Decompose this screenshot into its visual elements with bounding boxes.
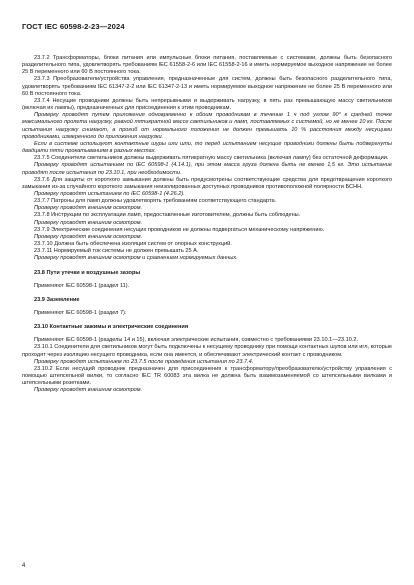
test-note: Если в системе используют контактные шуры или шпи, то перед испытанием несущие проводники должны быть подвергнуты двадцати пяти прокатываниям в разных местах. — [22, 140, 392, 155]
paragraph-23-10: Применяют IEC 60598-1 (разделы 14 и 15), включая электрические испытания, совместно с требованиями 23.10.1—23.10.2. — [34, 337, 359, 344]
section-heading-23-10: 23.10 Контактные зажимы и электрические соединения — [34, 324, 189, 331]
section-heading-23-8: 23.8 Пути утечки и воздушные зазоры — [34, 269, 141, 276]
paragraph-23-7-8: 23.7.8 Инструкции по эксплуатации ламп, предоставленные изготовителем, должны быть соблюдены. — [34, 212, 301, 219]
paragraph-23-10-1: 23.10.1 Соединители для светильников могут быть подключены к несущему проводнику при помощи контактных шупов или игл, которые проходят через изоляцию несущего проводника, если она имеется, и обеспечивают электрический контакт с проводником. — [22, 344, 392, 358]
paragraph-23-7-9: 23.7.9 Электрические соединения несущих проводников не должны подвергаться механическому напряжению. — [34, 226, 325, 233]
paragraph-23-7-7: 23.7.7 Патроны для ламп должны удовлетворять требованиям соответствующего стандарта. — [34, 198, 277, 205]
paragraph-23-9: Применяют IEC 60598-1 (раздел 7). — [34, 310, 127, 316]
test-procedure: Проверку проводят внешним осмотром. — [34, 205, 143, 212]
document-header: ГОСТ IEC 60598-2-23—2024 — [22, 22, 125, 31]
test-procedure: Проверку проводят внешним осмотром. — [34, 219, 143, 226]
test-procedure: Проверку проводят испытанием по 23.7.5 после проведения испытания по 23.7.4. — [34, 358, 254, 365]
test-procedure: Проверку проводят внешним осмотром. — [34, 233, 143, 240]
test-procedure: Проверку проводят внешним осмотром. — [34, 387, 143, 394]
paragraph-23-7-3: 23.7.3 Преобразователи/устройства управления, предназначенные для систем, должны быть безопасного разделительного типа, удовлетворять требованиям IEC 61347-2-2 или IEC 61347-2-13 и иметь нормируемое выходное напряжение не более 25 В переменного или 60 В постоянного тока. — [22, 76, 392, 97]
page-number: 4 — [22, 563, 26, 569]
test-procedure: Проверку проводят испытанием по IEC 60598-1 (4.14.1), при этом масса груза должна быть не менее 1,5 кг. Это испытание проводят после испытания по 23.10.1, при необходимости. — [22, 162, 392, 176]
paragraph-23-7-4: 23.7.4 Несущие проводники должны быть непрерывными и выдерживать нагрузку, в пять раз превышающую массу светильников (включая их лампы), предназначенных для присоединения к этим проводникам. — [22, 97, 392, 112]
test-procedure: Проверку проводят испытанием по IEC 60598-1 (4.26.2). — [34, 190, 185, 197]
paragraph-23-8: Применяют IEC 60598-1 (раздел 11). — [34, 282, 130, 289]
test-procedure: Проверку проводят внешним осмотром и сравнением нормируемых данных. — [34, 255, 238, 262]
paragraph-23-7-5: 23.7.5 Соединители светильников должны выдерживать пятикратную массу светильника (включая лампу) без остаточной деформации. — [34, 155, 389, 162]
paragraph-23-10-2: 23.10.2 Если несущий проводник предназначен для присоединения к трансформатору/преобразователю/устройству управления с помощью штепсельной вилки, то согласно IEC TR 60083 эта вилка не должна быть взаимозаменяемой со штепсельными вилками и штепсельными розетками. — [22, 365, 392, 387]
section-heading-23-9: 23.9 Заземление — [34, 296, 80, 303]
paragraph-23-7-10: 23.7.10 Должна быть обеспечена изоляция систем от опорных конструкций. — [34, 241, 232, 248]
document-body — [22, 55, 392, 395]
paragraph-23-7-6: 23.7.6 Для защиты от короткого замыкания должны быть предусмотрены соответствующие средства для предотвращения короткого замыкания из-за случайного короткого замыкания неизолированных доступных проводников противоположной полярности БСНН. — [22, 176, 392, 190]
test-procedure: Проверку проводят путем приложения одновременно к обоим проводникам в течение 1 ч под углом 90° к средней точке максимального пролета нагрузку, равной пятикратной массе светильников и ламп, поставляемых с системой, но не менее 10 кг. После испытания нагрузку снимают, а прогиб от нормального положения не должен превышать 10 % расстояния между несущими проводниками, измеренного до приложения нагрузки. — [22, 112, 392, 140]
paragraph-23-7-2: 23.7.2 Трансформаторы, блоки питания или импульсные блоки питания, поставляемые с системами, должны быть безопасного разделительного типа, удовлетворять требованиям IEC 61558-2-6 или IEC 61558-2-16 и иметь нормируемое выходное напряжение не более 25 В переменного или 60 В постоянного тока. — [22, 55, 392, 76]
paragraph-23-7-11: 23.7.11 Нормируемый ток системы не должен превышать 25 А. — [34, 248, 199, 255]
